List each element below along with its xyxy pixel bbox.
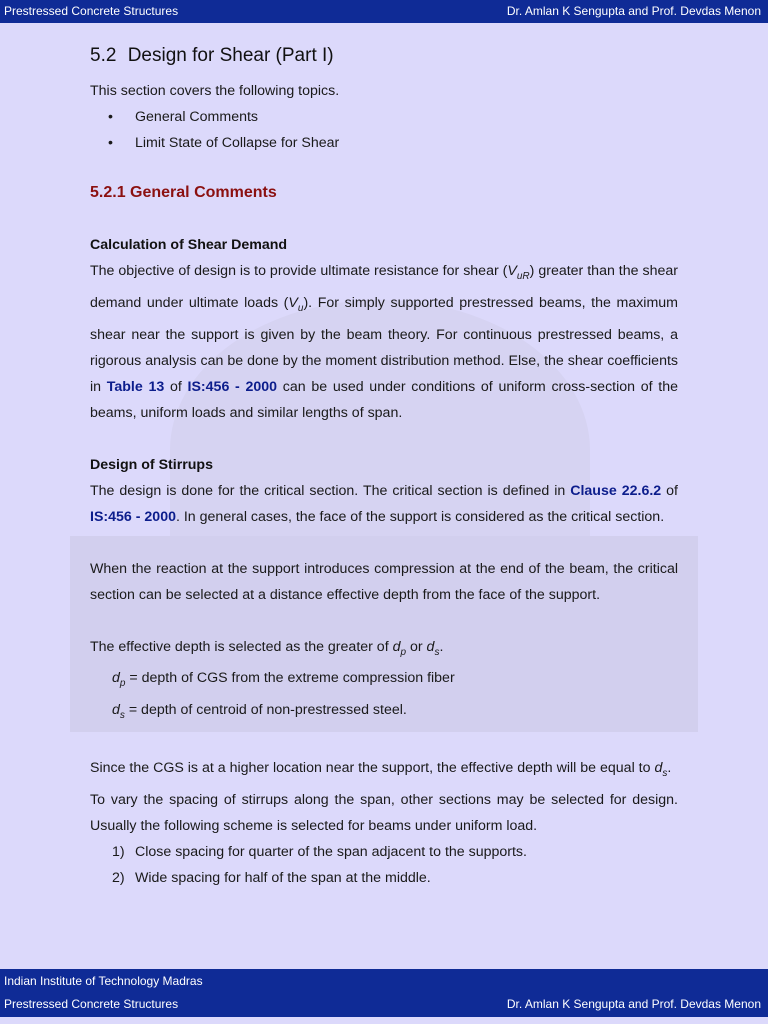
header-authors: Dr. Amlan K Sengupta and Prof. Devdas Menon	[506, 4, 761, 18]
symbol-subscript: s	[434, 646, 440, 658]
section-number: 5.2	[90, 45, 117, 66]
text-run: or	[406, 638, 427, 655]
footer-strip	[0, 1017, 768, 1024]
section-title	[90, 43, 678, 69]
text-run: The design is done for the critical section. The critical section is defined in	[90, 482, 571, 499]
list-item	[112, 865, 678, 891]
symbol-subscript: s	[119, 710, 125, 722]
list-number: 1)	[112, 843, 125, 860]
symbol-subscript: s	[662, 767, 668, 779]
text-run: .	[439, 638, 444, 655]
header-bar	[0, 0, 768, 23]
shear-demand-paragraph	[90, 258, 678, 426]
list-text: Wide spacing for half of the span at the middle.	[135, 869, 431, 886]
bullet-icon: •	[108, 135, 113, 151]
stirrups-paragraph-2: When the reaction at the support introduces compression at the end of the beam, the critical section can be selected at a distance effective depth from the face of the support.	[90, 560, 678, 603]
effective-depth-paragraph	[90, 634, 678, 666]
text-run: .	[667, 760, 672, 777]
shear-demand-heading: Calculation of Shear Demand	[90, 237, 288, 253]
text-run: Since the CGS is at a higher location near the support, the effective depth will be equal to	[90, 760, 655, 777]
spacing-paragraph: To vary the spacing of stirrups along the span, other sections may be selected for design. Usually the following scheme is selected for beams under uniform load.	[90, 791, 678, 834]
topic-label: Limit State of Collapse for Shear	[135, 135, 340, 151]
reference-code: IS:456 - 2000	[90, 508, 176, 525]
symbol-d: d	[112, 702, 120, 719]
footer-authors: Dr. Amlan K Sengupta and Prof. Devdas Menon	[506, 997, 761, 1011]
page-content	[90, 40, 678, 891]
bullet-icon: •	[108, 109, 113, 125]
text-run: can be used under conditions of uniform cross-section of the beams, uniform loads and similar lengths of span.	[90, 378, 679, 421]
symbol-subscript: p	[119, 678, 126, 690]
reference-table: Table 13	[106, 378, 165, 395]
stirrups-paragraph-1	[90, 478, 678, 530]
reference-clause: Clause 22.6.2	[570, 482, 662, 499]
subsection-title: 5.2.1 General Comments	[90, 184, 277, 201]
definition-text: = depth of centroid of non-prestressed steel.	[124, 702, 407, 719]
text-run: of	[164, 378, 188, 395]
footer-course-title: Prestressed Concrete Structures	[4, 997, 179, 1011]
symbol-d: d	[654, 760, 663, 777]
symbol-subscript: p	[400, 646, 407, 658]
section-intro: This section covers the following topics.	[90, 83, 340, 99]
text-run: ). For simply supported prestressed beams, the maximum shear near the support is given by the beam theory. For continuous prestressed beams, a rigorous analysis can be done by the moment distribution method. Else, the shear coefficients in	[90, 294, 678, 395]
list-item	[108, 130, 678, 156]
symbol-vu: V	[288, 294, 298, 311]
definition-ds	[90, 697, 678, 729]
topic-label: General Comments	[135, 109, 259, 125]
spacing-scheme-list	[90, 839, 678, 891]
list-item	[108, 104, 678, 130]
text-run: of	[661, 482, 678, 499]
stirrups-heading: Design of Stirrups	[90, 456, 213, 473]
symbol-d: d	[392, 638, 401, 655]
definition-dp	[90, 665, 678, 697]
footer-bar	[0, 969, 768, 1017]
text-run: ) greater than the shear demand under ultimate loads (	[90, 263, 678, 311]
reference-code: IS:456 - 2000	[187, 378, 278, 395]
list-number: 2)	[112, 869, 125, 886]
header-course-title: Prestressed Concrete Structures	[4, 4, 179, 18]
section-title-text: Design for Shear (Part I)	[127, 45, 334, 66]
list-item	[112, 839, 678, 865]
topic-list	[90, 104, 678, 156]
list-text: Close spacing for quarter of the span adjacent to the supports.	[135, 843, 527, 860]
symbol-d: d	[112, 670, 120, 687]
symbol-d: d	[426, 638, 435, 655]
text-run: The objective of design is to provide ultimate resistance for shear (	[90, 263, 508, 279]
footer-institute: Indian Institute of Technology Madras	[4, 974, 203, 988]
symbol-v: V	[507, 263, 517, 279]
symbol-subscript: u	[297, 302, 304, 314]
definition-text: = depth of CGS from the extreme compression fiber	[125, 670, 455, 687]
text-run: The effective depth is selected as the greater of	[90, 638, 393, 655]
symbol-subscript: uR	[516, 270, 530, 282]
cgs-paragraph	[90, 755, 678, 787]
text-run: . In general cases, the face of the support is considered as the critical section.	[175, 508, 665, 525]
